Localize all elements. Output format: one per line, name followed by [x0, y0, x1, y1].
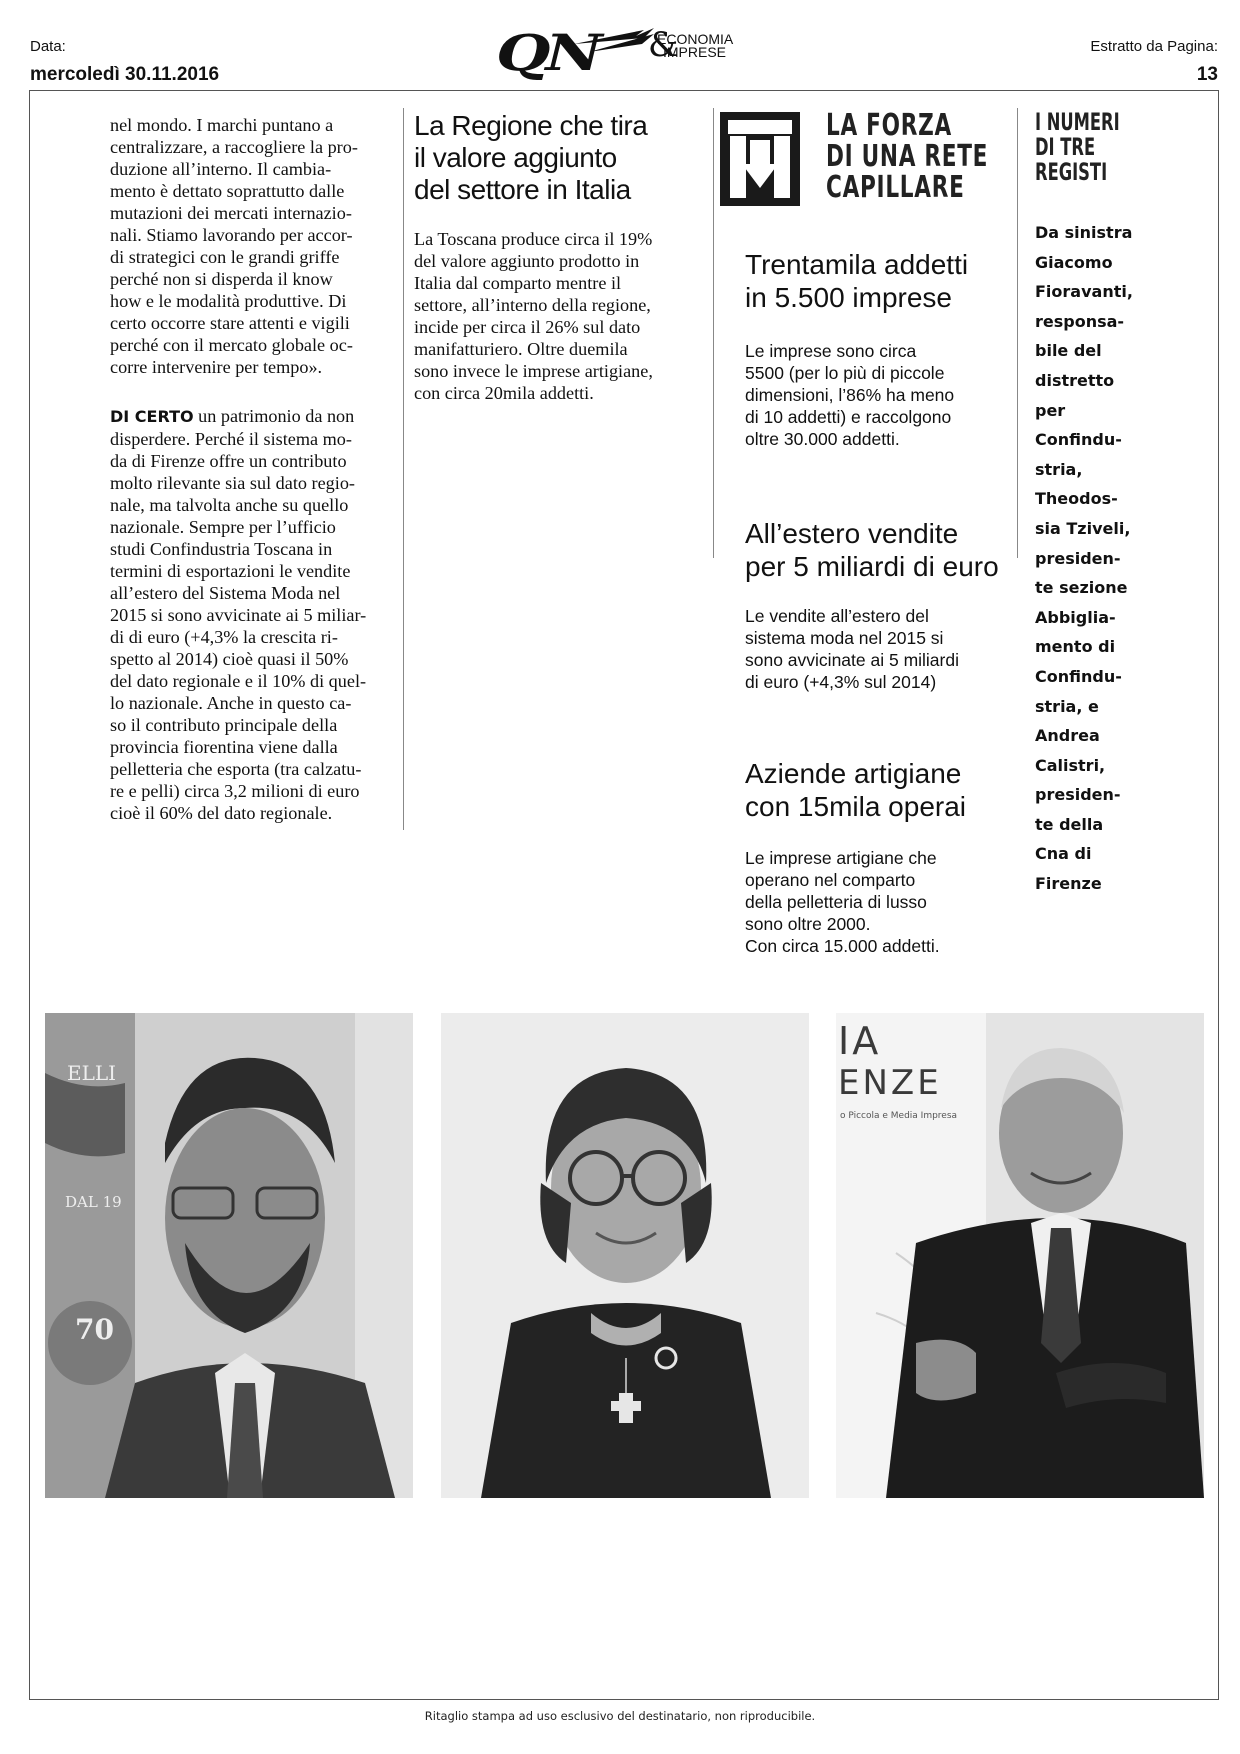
network-body-line: della pelletteria di lusso [745, 892, 927, 912]
network-body-line: Le vendite all’estero del [745, 606, 929, 626]
network-item-head [745, 248, 1010, 314]
caption-line: distretto [1035, 370, 1115, 390]
region-body-line: La Toscana produce circa il 19% [414, 229, 653, 249]
article-line: nel mondo. I marchi puntano a [110, 115, 334, 135]
article-line: studi Confindustria Toscana in [110, 539, 333, 559]
caption-line: presiden- [1035, 548, 1121, 568]
caption-line: te sezione [1035, 578, 1128, 598]
page-number: 13 [1196, 64, 1218, 85]
article-line: mutazioni dei mercati internazio- [110, 203, 352, 223]
network-head-line: Aziende artigiane [745, 758, 962, 789]
article-line: how e le modalità produttive. Di [110, 291, 347, 311]
newspaper-logo [494, 22, 764, 82]
article-line: provincia fiorentina viene dalla [110, 737, 338, 757]
caption-title-line: I NUMERI [1035, 108, 1120, 136]
caption-line: mento di [1035, 637, 1116, 657]
region-body-line: con circa 20mila addetti. [414, 383, 594, 403]
article-line: perché non si disperda il know [110, 269, 333, 289]
article-line: duzione all’interno. Il cambia- [110, 159, 332, 179]
network-title-line: DI UNA RETE [826, 139, 989, 174]
network-body-line: operano nel comparto [745, 870, 916, 890]
column-divider [1017, 108, 1018, 558]
photo-background-text: o Piccola e Media Impresa [840, 1111, 958, 1121]
caption-line: te della [1035, 814, 1104, 834]
network-item-body [745, 605, 1010, 693]
region-body-line: incide per circa il 26% sul dato [414, 317, 641, 337]
article-line: di di euro (+4,3% la crescita ri- [110, 627, 338, 647]
region-box [414, 110, 704, 404]
network-body-line: sistema moda nel 2015 si [745, 628, 944, 648]
network-body-line: 5500 (per lo più di piccole [745, 363, 945, 383]
network-item-head [745, 517, 1010, 583]
network-head-line: Trentamila addetti [745, 249, 969, 280]
network-title-line: CAPILLARE [826, 170, 965, 205]
caption-line: presiden- [1035, 785, 1121, 805]
region-body-line: manifatturiero. Oltre duemila [414, 339, 628, 359]
article-line: di strategici con le grandi griffe [110, 247, 340, 267]
caption-line: Da sinistra [1035, 223, 1133, 242]
caption-line: sia Tziveli, [1035, 518, 1131, 538]
network-body-line: dimensioni, l’86% ha meno [745, 385, 955, 405]
publication-date: mercoledì 30.11.2016 [30, 64, 220, 85]
caption-line: Theodos- [1035, 489, 1118, 509]
article-line: re e pelli) circa 3,2 milioni di euro [110, 781, 360, 801]
network-body-line: sono oltre 2000. [745, 914, 871, 934]
network-body-line: Le imprese artigiane che [745, 848, 937, 868]
caption-line: Fioravanti, [1035, 282, 1133, 302]
region-title-line: il valore aggiunto [414, 142, 617, 173]
network-head-line: per 5 miliardi di euro [745, 551, 999, 582]
article-column-1b [110, 405, 396, 824]
network-body-line: oltre 30.000 addetti. [745, 429, 900, 449]
photo-giacomo-fioravanti [45, 1013, 413, 1498]
photo-background-text: 70 [75, 1313, 114, 1346]
photo-andrea-calistri [836, 1013, 1204, 1498]
caption-line: stria, e [1035, 696, 1099, 716]
logo-ampersand: & [648, 25, 679, 65]
photo-background-text: ELLI [67, 1061, 117, 1085]
article-line: pelletteria che esporta (tra calzatu- [110, 759, 362, 779]
caption-line: Calistri, [1035, 755, 1106, 775]
network-head-line: in 5.500 imprese [745, 282, 953, 313]
article-line: certo occorre stare attenti e vigili [110, 313, 350, 333]
page-label: Estratto da Pagina: [1090, 38, 1218, 55]
article-line: 2015 si sono avvicinate ai 5 miliar- [110, 605, 367, 625]
caption-title-line: DI TRE [1035, 133, 1096, 161]
caption-line: stria, [1035, 459, 1083, 479]
photo-theodossia-tziveli [441, 1013, 809, 1498]
photo-background-text: IA [838, 1019, 882, 1063]
column-divider [713, 108, 714, 558]
network-title-line: LA FORZA [826, 108, 952, 143]
article-line: termini di esportazioni le vendite [110, 561, 351, 581]
caption-line: Firenze [1035, 874, 1102, 894]
network-box-title [826, 110, 988, 203]
article-line: disperdere. Perché il sistema mo- [110, 429, 352, 449]
caption-line: Confindu- [1035, 430, 1122, 450]
network-head-line: con 15mila operai [745, 791, 967, 822]
article-line: corre intervenire per tempo». [110, 357, 323, 377]
footer-note: Ritaglio stampa ad uso esclusivo del destinatario, non riproducibile. [424, 1709, 816, 1723]
article-line: perché con il mercato globale oc- [110, 335, 353, 355]
caption-line: responsa- [1035, 311, 1125, 331]
caption-line: Andrea [1035, 726, 1100, 746]
logo-imprese: IMPRESE [663, 44, 727, 60]
region-title-line: del settore in Italia [414, 174, 631, 205]
article-line: centralizzare, a raccogliere la pro- [110, 137, 358, 157]
article-line: un patrimonio da non [193, 406, 355, 426]
article-line: nale, ma talvolta anche su quello [110, 495, 349, 515]
article-line: nali. Stiamo lavorando per accor- [110, 225, 353, 245]
caption-line: Cna di [1035, 844, 1092, 864]
column-divider [403, 108, 404, 830]
article-line: da di Firenze offre un contributo [110, 451, 347, 471]
network-item [745, 757, 1010, 957]
caption-line: Abbiglia- [1035, 607, 1116, 627]
photo-background-text: DAL 19 [65, 1193, 122, 1211]
region-body-line: del valore aggiunto prodotto in [414, 251, 640, 271]
region-body [414, 228, 704, 404]
network-item [745, 248, 1010, 450]
article-line: nazionale. Sempre per l’ufficio [110, 517, 336, 537]
caption-body [1035, 218, 1133, 899]
article-line: mento è dettato soprattutto dalle [110, 181, 345, 201]
article-lead-in: DI CERTO [110, 407, 194, 426]
portrait-woman-glasses [441, 1013, 809, 1498]
network-item-body [745, 847, 1010, 957]
network-body-line: di 10 addetti) e raccolgono [745, 407, 952, 427]
article-line: so il contributo principale della [110, 715, 338, 735]
network-body-line: Con circa 15.000 addetti. [745, 936, 940, 956]
logo-economia: ECONOMIA [657, 31, 734, 47]
network-item-body [745, 340, 1010, 450]
article-line: all’estero del Sistema Moda nel [110, 583, 341, 603]
caption-line: Confindu- [1035, 666, 1122, 686]
region-body-line: Italia dal comparto mentre il [414, 273, 622, 293]
caption-title [1035, 110, 1120, 185]
region-title [414, 110, 704, 206]
article-line: cioè il 60% del dato regionale. [110, 803, 333, 823]
caption-line: per [1035, 400, 1066, 420]
logo-qn: QN [496, 23, 598, 82]
caption-line: bile del [1035, 341, 1102, 361]
article-line: del dato regionale e il 10% di quel- [110, 671, 367, 691]
network-body-line: sono avvicinate ai 5 miliardi [745, 650, 959, 670]
article-line: molto rilevante sia sul dato regio- [110, 473, 355, 493]
region-body-line: settore, all’interno della regione, [414, 295, 651, 315]
article-column-1 [110, 114, 396, 378]
region-body-line: sono invece le imprese artigiane, [414, 361, 653, 381]
caption-line: Giacomo [1035, 252, 1113, 272]
network-body-line: di euro (+4,3% sul 2014) [745, 672, 937, 692]
network-body-line: Le imprese sono circa [745, 341, 917, 361]
network-box-logo [720, 112, 800, 206]
portrait-man-beard [45, 1013, 413, 1498]
down-arrow-icon [720, 112, 800, 206]
article-line: lo nazionale. Anche in questo ca- [110, 693, 352, 713]
date-label: Data: [30, 38, 66, 55]
region-title-line: La Regione che tira [414, 110, 648, 141]
photo-background-text: ENZE [838, 1063, 942, 1103]
network-item-head [745, 757, 1010, 823]
network-item [745, 517, 1010, 693]
network-head-line: All’estero vendite [745, 518, 959, 549]
article-line: spetto al 2014) cioè quasi il 50% [110, 649, 349, 669]
caption-title-line: REGISTI [1035, 158, 1108, 186]
